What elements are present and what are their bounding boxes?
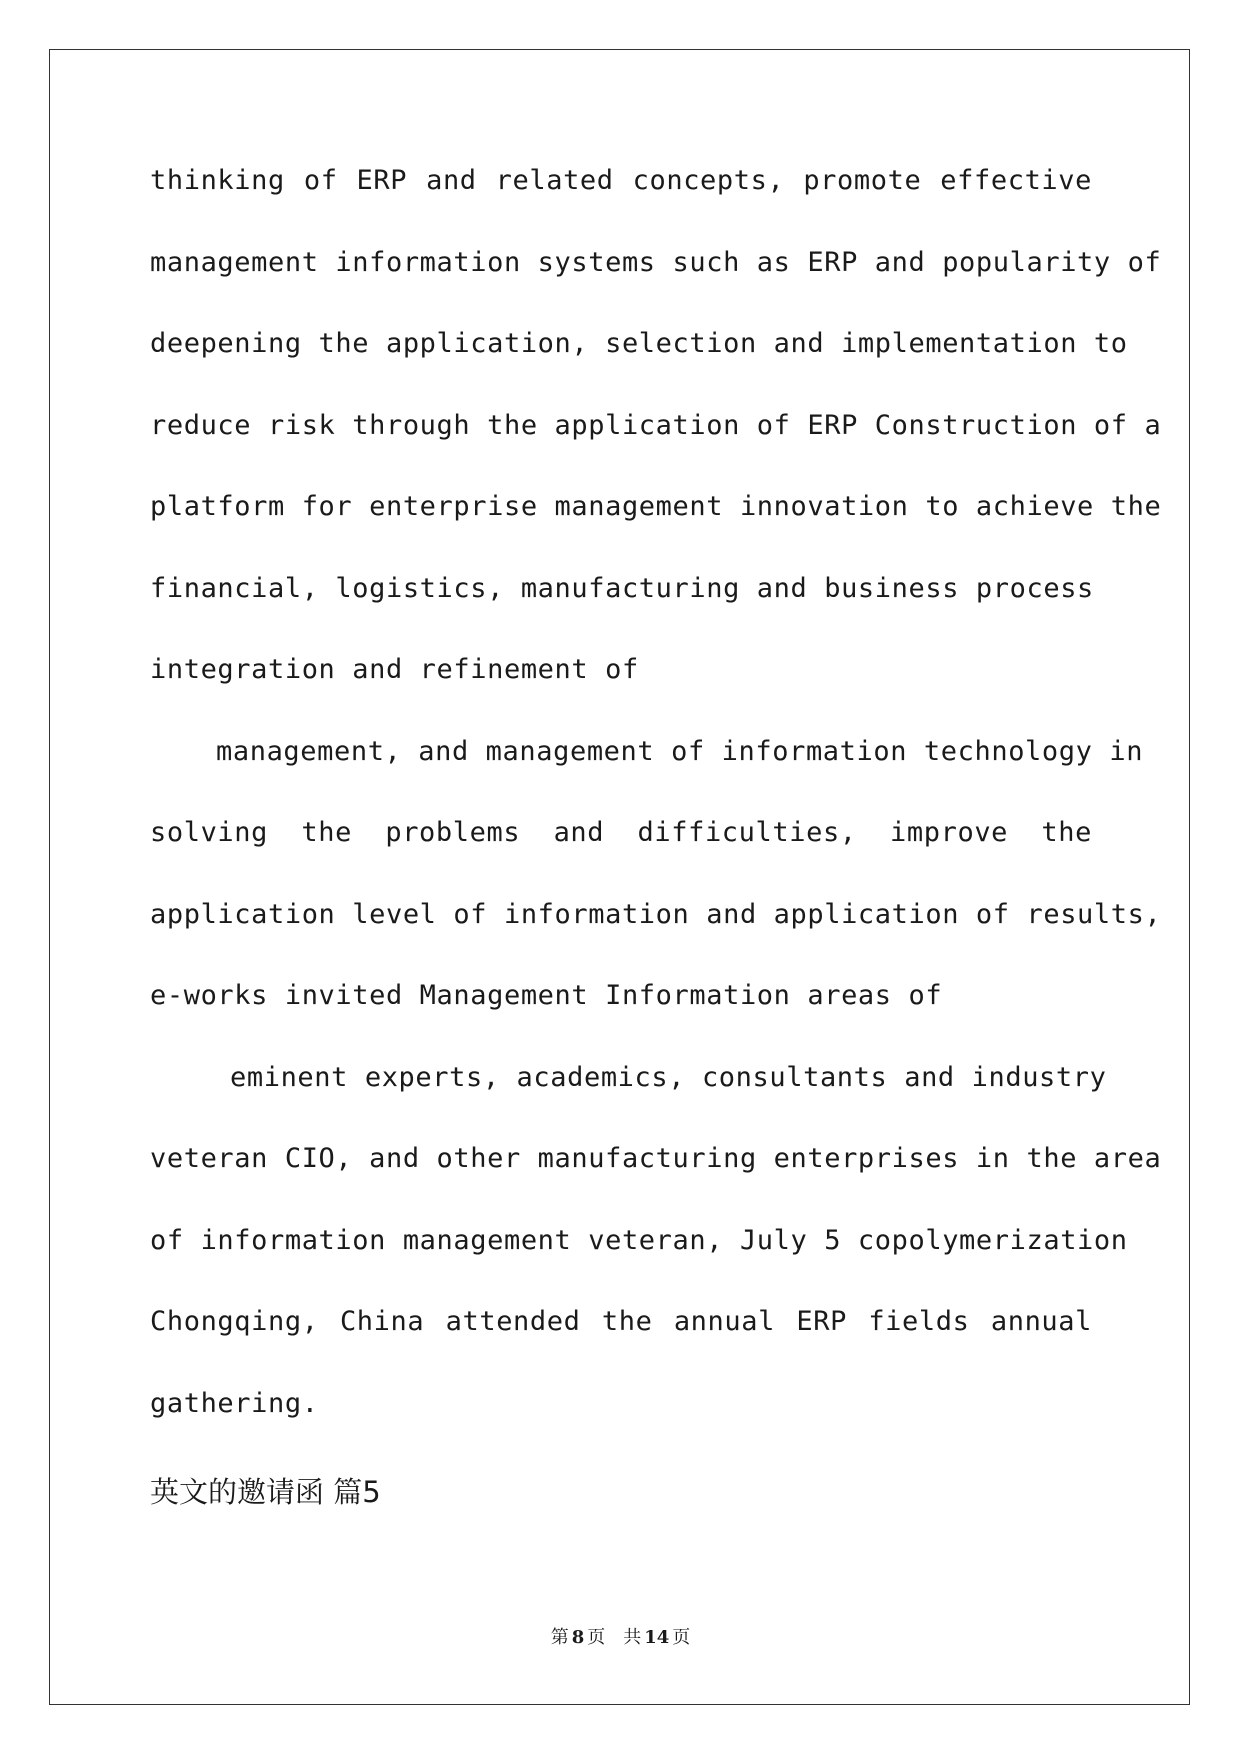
body-line: platform for enterprise management innovation to achieve the [150, 491, 1162, 522]
total-prefix: 共 [623, 1627, 642, 1648]
page-suffix: 页 [587, 1627, 606, 1648]
body-line: integration and refinement of [150, 654, 639, 685]
page-prefix: 第 [550, 1627, 569, 1648]
body-line: financial, logistics, manufacturing and business process [150, 572, 1094, 604]
body-line: gathering. [150, 1387, 319, 1419]
body-line: thinking of ERP and related concepts, promote effective [150, 165, 1092, 196]
total-suffix: 页 [672, 1627, 691, 1648]
body-line: management information systems such as ERP and popularity of [150, 246, 1162, 278]
body-line: solving the problems and difficulties, improve the [150, 817, 1092, 848]
body-line: management, and management of information technology in [216, 735, 1144, 767]
body-line: eminent experts, academics, consultants and industry [230, 1061, 1107, 1093]
section-heading: 英文的邀请函 篇5 [150, 1475, 381, 1509]
document-body [150, 163, 1162, 1467]
page-footer [0, 1623, 1241, 1649]
body-line: application level of information and application of results, [150, 898, 1162, 930]
total-pages: 14 [644, 1627, 670, 1648]
body-line: e-works invited Management Information areas of [150, 980, 943, 1011]
body-line: veteran CIO, and other manufacturing enterprises in the area [150, 1143, 1162, 1174]
body-line: of information management veteran, July 5 copolymerization [150, 1224, 1128, 1256]
page-number: 8 [571, 1627, 585, 1648]
body-line: deepening the application, selection and implementation to [150, 328, 1128, 359]
body-line: Chongqing, China attended the annual ERP fields annual [150, 1306, 1092, 1337]
body-line: reduce risk through the application of ERP Construction of a [150, 409, 1162, 441]
